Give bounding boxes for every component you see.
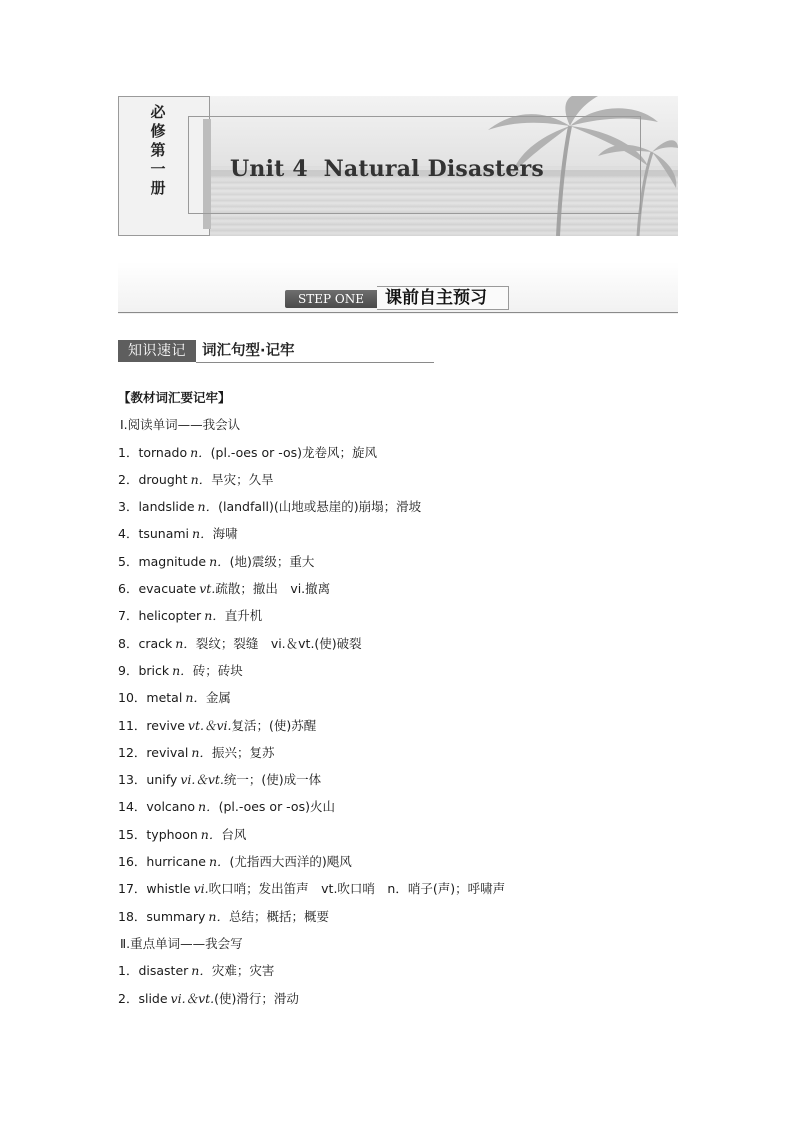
vocab-entry <box>118 793 678 820</box>
entry-word: tornado <box>138 444 188 460</box>
entry-meaning: 直升机 <box>224 608 263 624</box>
entry-word: evacuate <box>138 581 197 597</box>
entry-word: tsunami <box>138 526 190 542</box>
entry-meaning: 振兴；复苏 <box>211 744 275 760</box>
entry-number: 17． <box>118 881 147 897</box>
entry-number: 10． <box>118 690 147 706</box>
section-tag: 知识速记 <box>118 340 196 362</box>
vocab-entry <box>118 821 678 848</box>
entry-number: 6． <box>118 581 139 597</box>
entry-word: slide <box>138 990 168 1006</box>
unit-title: Unit 4 Natural Disasters <box>230 156 544 182</box>
entry-meaning: 统一；(使)成一体 <box>223 772 322 788</box>
part-heading-key: Ⅱ.重点单词——我会写 <box>120 935 243 951</box>
entry-number: 1． <box>118 963 139 979</box>
entry-part-of-speech: n． <box>197 499 219 515</box>
entry-meaning: 台风 <box>221 826 247 842</box>
vocab-entry <box>118 575 678 602</box>
entry-part-of-speech: n． <box>209 553 230 569</box>
entry-number: 7． <box>118 608 139 624</box>
entry-meaning: 吹口哨；发出笛声 vt.吹口哨 n．哨子(声)；呼啸声 <box>208 881 506 897</box>
part-heading-reading: Ⅰ.阅读单词——我会认 <box>120 417 241 433</box>
entry-part-of-speech: n． <box>191 963 212 979</box>
section-title: 词汇句型·记牢 <box>202 343 295 359</box>
entry-meaning: (地)震级；重大 <box>229 553 315 569</box>
entry-number: 18． <box>118 908 147 924</box>
entry-word: hurricane <box>146 854 206 870</box>
entry-meaning: 海啸 <box>212 526 238 542</box>
entry-meaning: 总结；概括；概要 <box>228 908 329 924</box>
entry-word: summary <box>146 908 206 924</box>
vocab-entry <box>118 466 678 493</box>
book-volume-label: 必修第一册 <box>150 103 166 197</box>
step-english-label: STEP ONE <box>285 290 377 308</box>
entry-part-of-speech: n． <box>204 608 225 624</box>
entry-part-of-speech: vi. <box>193 881 209 897</box>
reading-word-list <box>118 439 678 930</box>
entry-word: disaster <box>138 963 189 979</box>
vocab-entry <box>118 985 678 1012</box>
entry-meaning: 裂纹；裂缝 vi.＆vt.(使)破裂 <box>195 635 362 651</box>
vocab-entry <box>118 657 678 684</box>
vocab-entry <box>118 548 678 575</box>
entry-part-of-speech: vi.＆vt. <box>180 772 224 788</box>
entry-part-of-speech: vt.＆vi. <box>187 717 232 733</box>
vocab-entry <box>118 957 678 984</box>
vocab-entry <box>118 520 678 547</box>
entry-meaning: (使)滑行；滑动 <box>214 990 299 1006</box>
entry-word: revival <box>146 744 189 760</box>
vocab-entry <box>118 493 678 520</box>
entry-number: 9． <box>118 662 139 678</box>
entry-meaning: 灾难；灾害 <box>211 963 275 979</box>
entry-part-of-speech: n． <box>185 690 206 706</box>
entry-part-of-speech: n． <box>190 444 211 460</box>
entry-word: magnitude <box>138 553 207 569</box>
vocab-entry <box>118 903 678 930</box>
vocab-entry <box>118 739 678 766</box>
entry-meaning: 复活；(使)苏醒 <box>231 717 317 733</box>
entry-part-of-speech: n． <box>198 799 219 815</box>
entry-part-of-speech: n． <box>172 662 193 678</box>
entry-number: 1． <box>118 444 139 460</box>
entry-word: landslide <box>138 499 195 515</box>
entry-word: crack <box>138 635 173 651</box>
entry-part-of-speech: vt. <box>199 581 216 597</box>
entry-number: 5． <box>118 553 139 569</box>
step-chinese-label: 课前自主预习 <box>377 286 509 310</box>
entry-number: 15． <box>118 826 147 842</box>
entry-word: whistle <box>146 881 191 897</box>
entry-word: metal <box>146 690 183 706</box>
entry-number: 8． <box>118 635 139 651</box>
entry-part-of-speech: vi.＆vt. <box>170 990 215 1006</box>
entry-number: 2． <box>118 471 139 487</box>
entry-meaning: 金属 <box>205 690 231 706</box>
vocab-entry <box>118 875 678 902</box>
entry-number: 12． <box>118 744 147 760</box>
entry-word: revive <box>146 717 185 733</box>
entry-meaning: 疏散；撤出 vi.撤离 <box>215 581 331 597</box>
entry-part-of-speech: n． <box>208 854 230 870</box>
entry-part-of-speech: n． <box>190 471 212 487</box>
vocab-entry <box>118 766 678 793</box>
entry-meaning: (pl.-oes or -os)火山 <box>218 799 335 815</box>
entry-meaning: (landfall)(山地或悬崖的)崩塌；滑坡 <box>218 499 422 515</box>
entry-word: drought <box>138 471 188 487</box>
entry-part-of-speech: n． <box>175 635 196 651</box>
entry-number: 16． <box>118 854 147 870</box>
entry-meaning: (尤指西大西洋的)飓风 <box>229 854 352 870</box>
entry-number: 4． <box>118 526 139 542</box>
entry-word: helicopter <box>138 608 202 624</box>
entry-word: volcano <box>146 799 196 815</box>
step-divider <box>118 312 678 313</box>
entry-meaning: 砖；砖块 <box>192 662 243 678</box>
entry-part-of-speech: n． <box>200 826 222 842</box>
entry-number: 14． <box>118 799 147 815</box>
entry-word: brick <box>138 662 170 678</box>
entry-number: 13． <box>118 772 147 788</box>
vocab-entry <box>118 630 678 657</box>
vocab-entry <box>118 684 678 711</box>
section-underline <box>196 362 434 363</box>
entry-number: 2． <box>118 990 139 1006</box>
vocab-entry <box>118 712 678 739</box>
entry-part-of-speech: n． <box>191 744 212 760</box>
entry-meaning: 旱灾；久旱 <box>211 471 274 487</box>
vocab-entry <box>118 602 678 629</box>
key-word-list <box>118 957 678 1012</box>
entry-number: 11． <box>118 717 147 733</box>
entry-word: unify <box>146 772 178 788</box>
entry-part-of-speech: n． <box>192 526 213 542</box>
entry-word: typhoon <box>146 826 198 842</box>
entry-meaning: (pl.-oes or -os)龙卷风；旋风 <box>210 444 378 460</box>
entry-part-of-speech: n． <box>208 908 229 924</box>
vocab-entry <box>118 848 678 875</box>
vocab-content <box>118 384 678 1012</box>
vocab-subheading: 【教材词汇要记牢】 <box>118 390 231 405</box>
entry-number: 3． <box>118 499 139 515</box>
vocab-entry <box>118 439 678 466</box>
